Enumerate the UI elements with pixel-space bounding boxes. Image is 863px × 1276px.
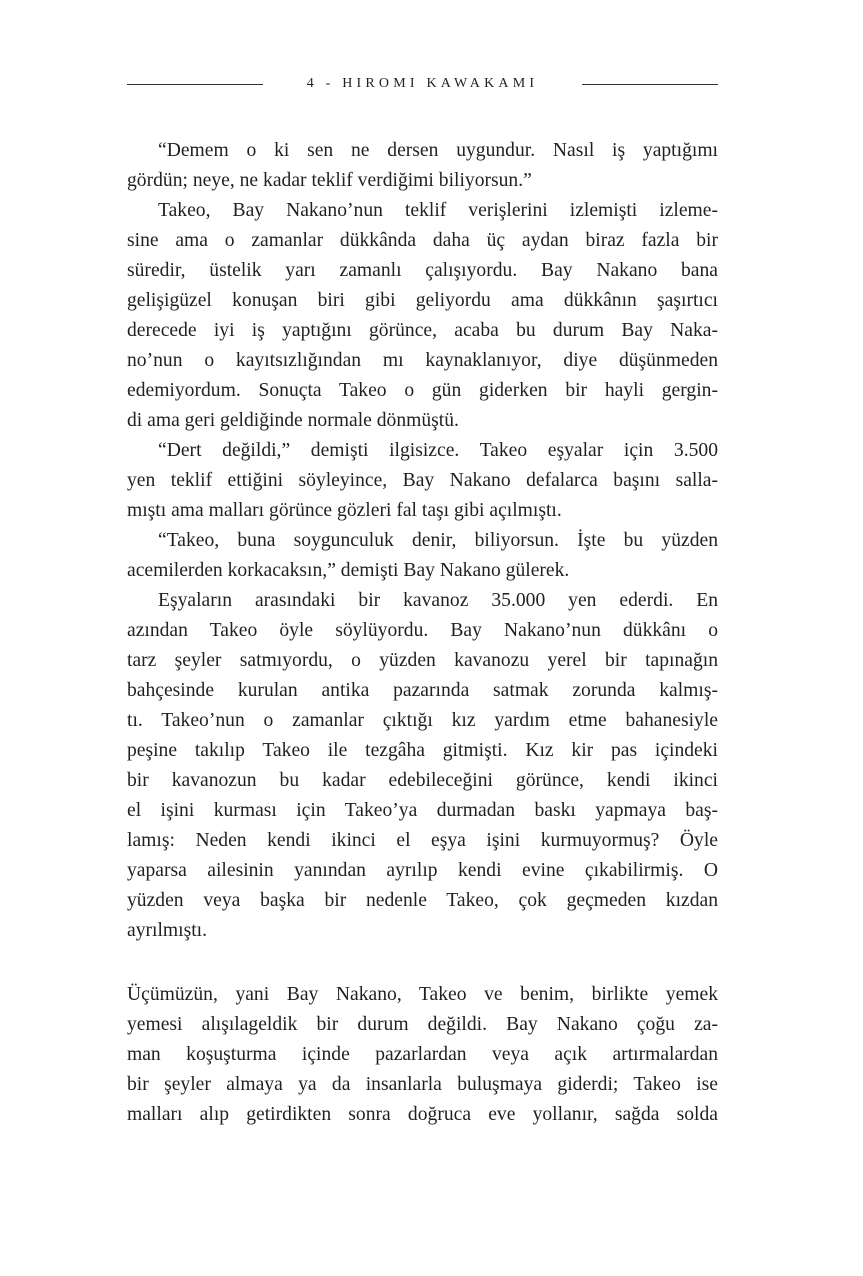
- text-line: acemilerden korkacaksın,” demişti Bay Nakano gülerek.: [127, 560, 570, 581]
- text-line: lamış: Neden kendi ikinci el eşya işini kurmuyormuş? Öyle: [127, 830, 718, 851]
- text-line: yüzden veya başka bir nedenle Takeo, çok geçmeden kızdan: [127, 890, 718, 911]
- text-line: azından Takeo öyle söylüyordu. Bay Nakano’nun dükkânı o: [127, 620, 718, 641]
- text-line: bir kavanozun bu kadar edebileceğini görünce, kendi ikinci: [127, 770, 718, 791]
- text-line: gördün; neye, ne kadar teklif verdiğimi biliyorsun.”: [127, 170, 532, 191]
- text-line: tarz şeyler satmıyordu, o yüzden kavanozu yerel bir tapınağın: [127, 650, 718, 671]
- text-line: no’nun o kayıtsızlığından mı kaynaklanıyor, diye düşünmeden: [127, 350, 718, 371]
- text-line: Takeo, Bay Nakano’nun teklif verişlerini izlemişti izleme-: [158, 200, 718, 221]
- running-header: [127, 74, 718, 94]
- text-line: yaparsa ailesinin yanından ayrılıp kendi evine çıkabilirmiş. O: [127, 860, 718, 881]
- text-line: tı. Takeo’nun o zamanlar çıktığı kız yardım etme bahanesiyle: [127, 710, 718, 731]
- text-line: di ama geri geldiğinde normale dönmüştü.: [127, 410, 459, 431]
- text-line: el işini kurması için Takeo’ya durmadan baskı yapmaya baş-: [127, 800, 718, 821]
- text-line: yemesi alışılageldik bir durum değildi. Bay Nakano çoğu za-: [127, 1014, 718, 1035]
- text-line: bir şeyler almaya ya da insanlarla buluşmaya giderdi; Takeo ise: [127, 1074, 718, 1095]
- section-break: [127, 946, 718, 980]
- text-line: edemiyordum. Sonuçta Takeo o gün giderken bir hayli gergin-: [127, 380, 718, 401]
- text-line: süredir, üstelik yarı zamanlı çalışıyordu. Bay Nakano bana: [127, 260, 718, 281]
- text-line: malları alıp getirdikten sonra doğruca eve yollanır, sağda solda: [127, 1104, 718, 1125]
- text-line: peşine takılıp Takeo ile tezgâha gitmişti. Kız kir pas içindeki: [127, 740, 718, 761]
- text-line: bahçesinde kurulan antika pazarında satmak zorunda kalmış-: [127, 680, 718, 701]
- text-line: ayrılmıştı.: [127, 920, 208, 941]
- text-line: man koşuşturma içinde pazarlardan veya açık artırmalardan: [127, 1044, 718, 1065]
- text-line: gelişigüzel konuşan biri gibi geliyordu ama dükkânın şaşırtıcı: [127, 290, 718, 311]
- header-rule-right: [582, 84, 718, 85]
- text-line: mıştı ama malları görünce gözleri fal taşı gibi açılmıştı.: [127, 500, 562, 521]
- text-line: “Takeo, buna soygunculuk denir, biliyorsun. İşte bu yüzden: [158, 530, 718, 551]
- text-line: derecede iyi iş yaptığını görünce, acaba bu durum Bay Naka-: [127, 320, 718, 341]
- running-title: 4 - HIROMI KAWAKAMI: [306, 76, 539, 91]
- text-line: Üçümüzün, yani Bay Nakano, Takeo ve benim, birlikte yemek: [127, 984, 718, 1005]
- text-line: “Dert değildi,” demişti ilgisizce. Takeo eşyalar için 3.500: [158, 440, 718, 461]
- text-line: yen teklif ettiğini söyleyince, Bay Nakano defalarca başını salla-: [127, 470, 718, 491]
- text-line: sine ama o zamanlar dükkânda daha üç aydan biraz fazla bir: [127, 230, 718, 251]
- text-line: Eşyaların arasındaki bir kavanoz 35.000 yen ederdi. En: [158, 590, 718, 611]
- text-line: “Demem o ki sen ne dersen uygundur. Nasıl iş yaptığımı: [158, 140, 718, 161]
- body-text: [127, 136, 718, 1130]
